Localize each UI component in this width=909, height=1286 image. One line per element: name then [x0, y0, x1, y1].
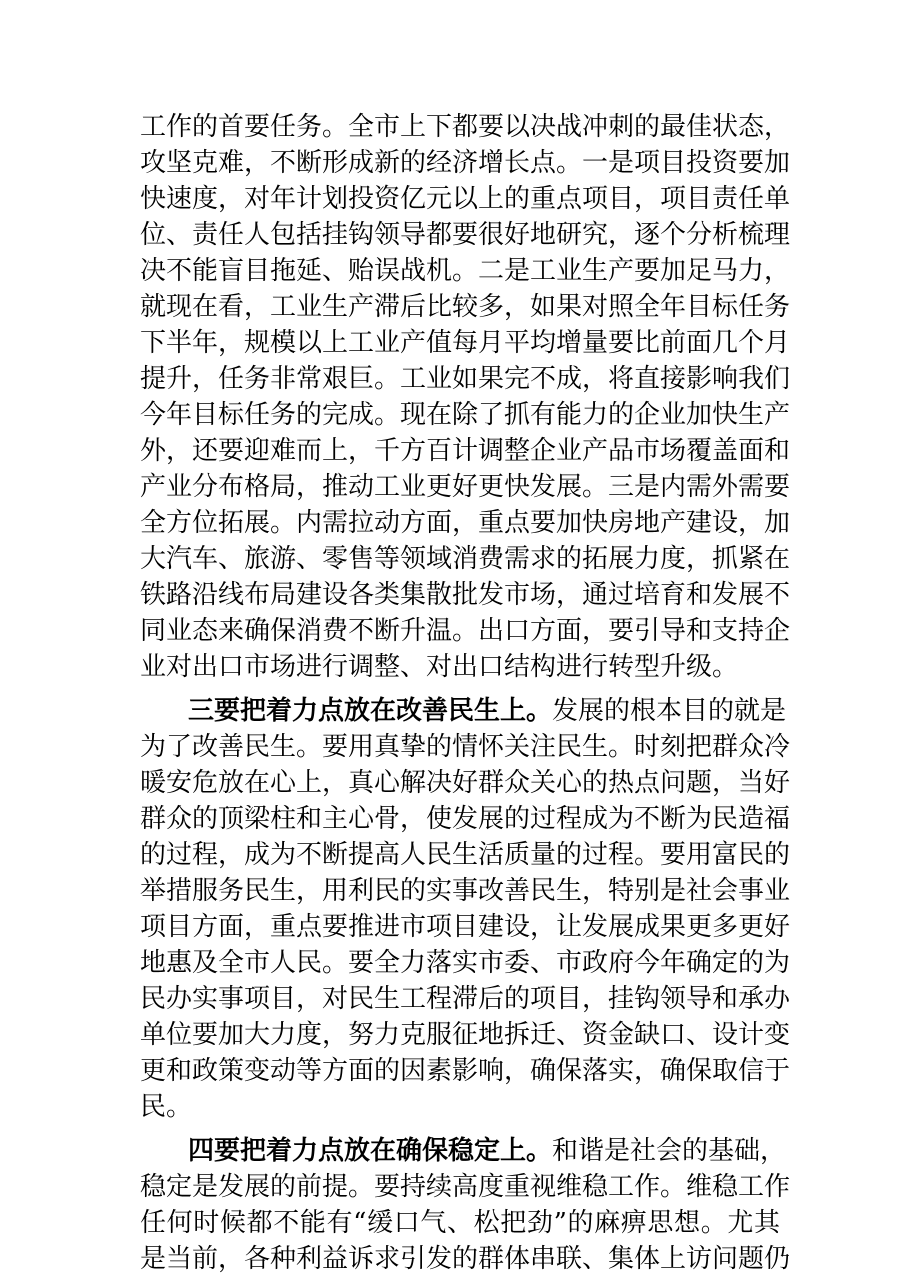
text-line: 是当前，各种利益诉求引发的群体串联、集体上访问题仍 [140, 1244, 791, 1274]
document-body [140, 109, 791, 1277]
paragraph-economy [140, 109, 791, 685]
text-line: 地惠及全市人民。要全力落实市委、市政府今年确定的为 [140, 948, 791, 978]
text-line: 就现在看，工业生产滞后比较多，如果对照全年目标任务 [140, 292, 791, 322]
paragraph-stability [140, 1133, 791, 1277]
text-line: 提升，任务非常艰巨。工业如果完不成，将直接影响我们 [140, 364, 791, 394]
text-line: 铁路沿线布局建设各类集散批发市场，通过培育和发展不 [140, 580, 791, 610]
text-line: 项目方面，重点要推进市项目建设，让发展成果更多更好 [140, 912, 791, 942]
text-line: 群众的顶梁柱和主心骨，使发展的过程成为不断为民造福 [140, 804, 791, 834]
text-line: 攻坚克难，不断形成新的经济增长点。一是项目投资要加 [140, 148, 791, 178]
text-line: 业对出口市场进行调整、对出口结构进行转型升级。 [140, 652, 739, 682]
text-line: 快速度，对年计划投资亿元以上的重点项目，项目责任单 [140, 184, 791, 214]
paragraph-first-line [140, 1133, 787, 1169]
text-line: 外，还要迎难而上，千方百计调整企业产品市场覆盖面和 [140, 436, 791, 466]
paragraph-heading-rest: 发展的根本目的就是 [552, 696, 787, 726]
text-line: 同业态来确保消费不断升温。出口方面，要引导和支持企 [140, 616, 791, 646]
text-line: 下半年，规模以上工业产值每月平均增量要比前面几个月 [140, 328, 791, 358]
text-line: 大汽车、旅游、零售等领域消费需求的拓展力度，抓紧在 [140, 544, 791, 574]
paragraph-heading: 三要把着力点放在改善民生上。 [188, 696, 553, 726]
text-line: 单位要加大力度，努力克服征地拆迁、资金缺口、设计变 [140, 1020, 791, 1050]
text-line: 更和政策变动等方面的因素影响，确保落实，确保取信于 [140, 1056, 791, 1086]
text-line: 的过程，成为不断提高人民生活质量的过程。要用富民的 [140, 840, 791, 870]
paragraph-heading-rest: 和谐是社会的基础， [552, 1136, 787, 1166]
text-line: 暖安危放在心上，真心解决好群众关心的热点问题，当好 [140, 768, 791, 798]
paragraph-livelihood [140, 693, 791, 1125]
text-line: 位、责任人包括挂钩领导都要很好地研究，逐个分析梳理 [140, 220, 791, 250]
text-line: 工作的首要任务。全市上下都要以决战冲刺的最佳状态， [140, 112, 791, 142]
text-line: 今年目标任务的完成。现在除了抓有能力的企业加快生产 [140, 400, 791, 430]
text-line: 产业分布格局，推动工业更好更快发展。三是内需外需要 [140, 472, 791, 502]
text-line: 举措服务民生，用利民的实事改善民生，特别是社会事业 [140, 876, 791, 906]
paragraph-heading: 四要把着力点放在确保稳定上。 [188, 1136, 553, 1166]
text-line: 民办实事项目，对民生工程滞后的项目，挂钩领导和承办 [140, 984, 791, 1014]
text-line: 全方位拓展。内需拉动方面，重点要加快房地产建设，加 [140, 508, 791, 538]
text-line: 稳定是发展的前提。要持续高度重视维稳工作。维稳工作 [140, 1172, 791, 1202]
text-line: 任何时候都不能有“缓口气、松把劲”的麻痹思想。尤其 [140, 1208, 780, 1238]
text-line: 为了改善民生。要用真挚的情怀关注民生。时刻把群众冷 [140, 732, 791, 762]
paragraph-first-line [140, 693, 787, 729]
text-line: 民。 [140, 1092, 193, 1122]
text-line: 决不能盲目拖延、贻误战机。二是工业生产要加足马力， [140, 256, 791, 286]
